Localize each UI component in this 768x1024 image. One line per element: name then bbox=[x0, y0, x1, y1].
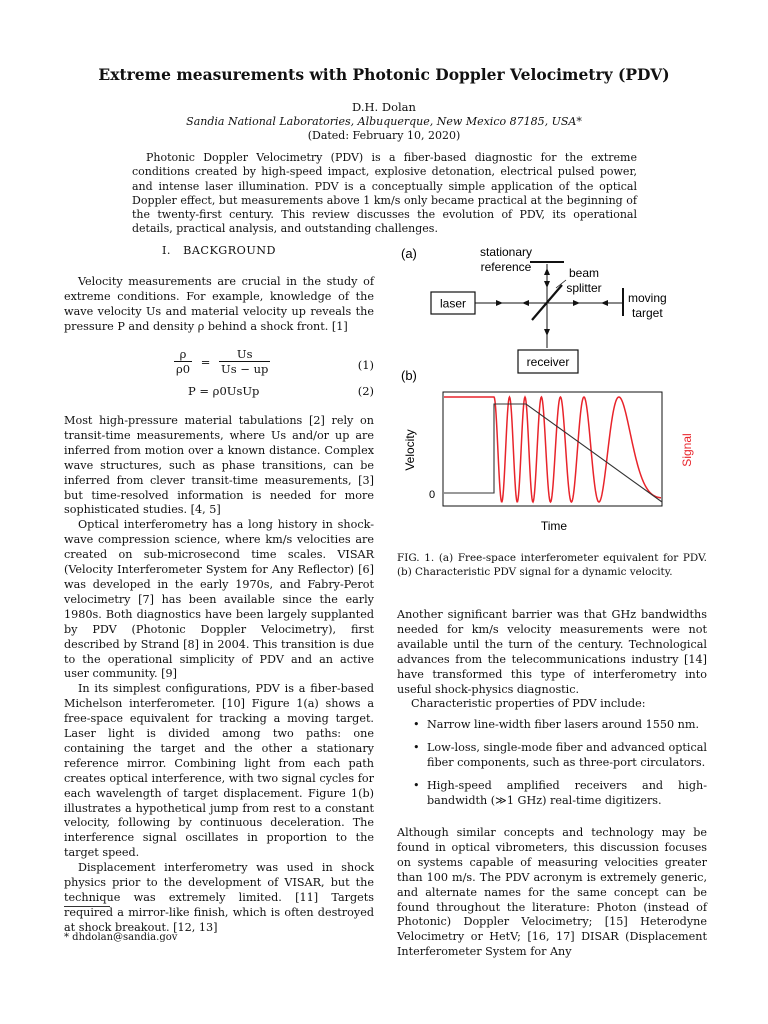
bullet-icon: • bbox=[413, 741, 420, 755]
splitter-label: splitter bbox=[566, 281, 602, 295]
laser-label: laser bbox=[439, 296, 467, 311]
affiliation: Sandia National Laboratories, Albuquerque, New Mexico 87185, USA* bbox=[186, 115, 582, 128]
eq1-number: (1) bbox=[357, 358, 374, 372]
figure-caption: FIG. 1. (a) Free-space interferometer equivalent for PDV. (b) Characteristic PDV signal for a dynamic velocity. bbox=[397, 552, 707, 578]
beam-label: beam bbox=[568, 266, 600, 280]
paragraph: Characteristic properties of PDV include: bbox=[411, 697, 646, 711]
list-item-text: Narrow line-width fiber lasers around 1550 nm. bbox=[427, 718, 700, 732]
paragraph: Velocity measurements are crucial in the study of extreme conditions. For example, knowledge of the wave velocity Us and material velocity up reveals the pressure P and density ρ behind a shock front. [1] bbox=[64, 275, 374, 333]
date-line: (Dated: February 10, 2020) bbox=[307, 129, 461, 142]
list-item bbox=[397, 718, 707, 733]
velocity-axis-label: Velocity bbox=[403, 429, 417, 471]
left-column-top bbox=[64, 275, 374, 335]
eq1-lhs bbox=[174, 347, 192, 376]
paper-title: Extreme measurements with Photonic Doppler Velocimetry (PDV) bbox=[98, 65, 670, 84]
footnote-rule bbox=[64, 906, 110, 907]
panel-a-label: (a) bbox=[401, 246, 417, 261]
eq2-text: P = ρ0UsUp bbox=[188, 384, 260, 398]
footnote: * dhdolan@sandia.gov bbox=[64, 932, 178, 943]
list-item bbox=[397, 779, 707, 809]
abstract: Photonic Doppler Velocimetry (PDV) is a fiber-based diagnostic for the extreme conditions created by high-speed impact, explosive detonation, electrical pulsed power, and intense laser illumination. PDV is a conceptually simple application of the optical Doppler effect, but measurements above 1 km/s only became practical at the beginning of the twenty-first century. This review discusses the evolution of PDV, its operational details, practical analysis, and outstanding challenges. bbox=[132, 151, 637, 236]
paragraph: Most high-pressure material tabulations [2] rely on transit-time measurements, where Us and/or up are inferred from motion over a known distance. Complex wave structures, such as phase transitions, can be inferred from clever transit-time measurements, [3] but time-resolved information is needed for more sophisticated studies. [4, 5] bbox=[64, 414, 374, 517]
paragraph: Displacement interferometry was used in shock physics prior to the development of VISAR, but the technique was extremely limited. [11] Targets required a mirror-like finish, which is often destroyed at shock breakout. [12, 13] bbox=[64, 861, 374, 934]
target-label: target bbox=[632, 306, 663, 320]
bullet-icon: • bbox=[413, 718, 420, 732]
section-number: I. bbox=[161, 244, 171, 257]
arrow-icon bbox=[496, 300, 503, 306]
arrow-icon bbox=[601, 300, 608, 306]
receiver-label: receiver bbox=[526, 355, 570, 369]
arrow-icon bbox=[544, 281, 550, 288]
eq1-rhs bbox=[219, 347, 270, 376]
right-column-bottom bbox=[397, 826, 707, 960]
time-axis-label: Time bbox=[540, 519, 568, 533]
paragraph: Another significant barrier was that GHz bandwidths needed for km/s velocity measurements were not available until the turn of the century. Technological advances from the telecommunications industry [14] have transformed this type of interferometry into useful shock-physics diagnostic. bbox=[397, 608, 707, 696]
arrow-icon bbox=[573, 300, 580, 306]
panel-b-label: (b) bbox=[401, 368, 417, 383]
arrow-icon bbox=[544, 268, 550, 275]
section-title: BACKGROUND bbox=[183, 244, 277, 257]
list-item-text: Low-loss, single-mode fiber and advanced optical fiber components, such as three-port circulators. bbox=[427, 741, 707, 770]
reference-label: reference bbox=[480, 260, 532, 274]
paragraph: Optical interferometry has a long history in shock-wave compression science, where km/s velocities are created on sub-microsecond time scales. VISAR (Velocity Interferometer System for Any Reflector) [6] was developed in the early 1970s, and Fabry-Perot velocimetry [7] has been available since the early 1980s. Both diagnostics have been largely supplanted by PDV (Photonic Doppler Velocimetry), first described by Strand [8] in 2004. This transition is due to the operational simplicity of PDV and an active user community. [9] bbox=[64, 518, 374, 681]
zero-tick-label: 0 bbox=[428, 489, 436, 501]
eq1-equals: = bbox=[200, 354, 211, 369]
section-heading bbox=[64, 244, 374, 257]
paragraph: Although similar concepts and technology may be found in optical vibrometers, this discussion focuses on systems capable of measuring velocities greater than 100 m/s. The PDV acronym is extremely generic, and alternate names for the same concept can be found throughout the literature: Photon (instead of Photonic) Doppler Velocimetry; [15] Heterodyne Velocimetry or HetV; [16, 17] DISAR (Displacement Interferometer System for Any bbox=[397, 826, 707, 959]
bullet-icon: • bbox=[413, 779, 420, 793]
list-item bbox=[397, 741, 707, 771]
eq2-number: (2) bbox=[357, 384, 374, 398]
moving-label: moving bbox=[628, 291, 667, 305]
property-list bbox=[397, 718, 707, 809]
paragraph: In its simplest configurations, PDV is a fiber-based Michelson interferometer. [10] Figure 1(a) shows a free-space equivalent for tracking a moving target. Laser light is divided among two paths: one containing the target and the other a stationary reference mirror. Combining light from each path creates optical interference, with two signal cycles for each wavelength of target displacement. Figure 1(b) illustrates a hypothetical jump from rest to a constant velocity, following by continuous deceleration. The interference signal oscillates in proportion to the target speed. bbox=[64, 682, 374, 860]
right-column-top bbox=[397, 608, 707, 817]
signal-axis-label: Signal bbox=[680, 433, 694, 467]
list-item-text: High-speed amplified receivers and high-bandwidth (≫1 GHz) real-time digitizers. bbox=[427, 779, 707, 807]
eq1-lhs-num: ρ bbox=[174, 347, 192, 362]
arrow-icon bbox=[522, 300, 529, 306]
eq1-rhs-den: Us − up bbox=[221, 362, 269, 376]
arrow-icon bbox=[544, 329, 550, 336]
author-name: D.H. Dolan bbox=[352, 100, 416, 114]
stationary-label-1: stationary bbox=[479, 245, 533, 259]
left-column-body bbox=[64, 414, 374, 936]
eq1-lhs-den: ρ0 bbox=[176, 362, 191, 376]
signal-curve bbox=[444, 397, 661, 502]
figure-1 bbox=[396, 240, 708, 540]
eq1-rhs-num: Us bbox=[219, 347, 270, 362]
